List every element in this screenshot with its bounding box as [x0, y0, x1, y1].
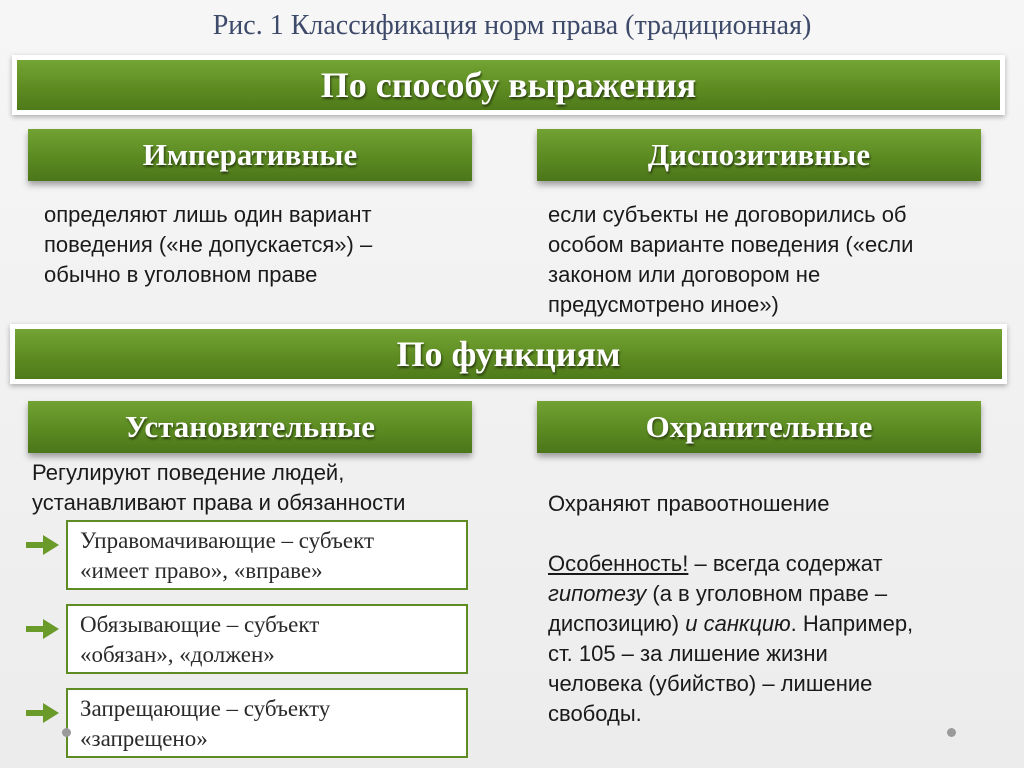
section-band-expression: [12, 55, 1005, 115]
arrow-right-icon: [26, 618, 60, 640]
protective-feature: [548, 549, 1018, 729]
feature-label: Особенность!: [548, 551, 689, 576]
header-imperative: Императивные: [28, 129, 472, 181]
sanction-term: и санкцию: [679, 611, 791, 636]
text-line: [548, 549, 1018, 579]
header-protective: Охранительные: [537, 401, 981, 453]
text-line: законом или договором не: [548, 262, 821, 287]
disposition-term: диспозицию): [548, 611, 680, 636]
header-dispositive: Диспозитивные: [537, 129, 981, 181]
text-line: [548, 609, 1018, 639]
text-line: устанавливают права и обязанности: [32, 490, 406, 515]
text-line: поведения («не допускается») –: [44, 232, 373, 257]
text-line: человека (убийство) – лишение: [548, 671, 873, 696]
text-line: определяют лишь один вариант: [44, 202, 372, 227]
text-line: особом варианте поведения («если: [548, 232, 914, 257]
hypothesis-term: гипотезу: [548, 581, 647, 606]
slide-title: Рис. 1 Классификация норм права (традиционная): [212, 10, 812, 41]
text-line: свободы.: [548, 701, 642, 726]
protective-intro: Охраняют правоотношение: [548, 491, 830, 516]
dispositive-description: [548, 200, 1008, 320]
norm-type-box-prohibiting: [66, 688, 468, 758]
item-line: «имеет право», «вправе»: [80, 558, 323, 583]
text-line: если субъекты не договорились об: [548, 202, 907, 227]
decorative-dot: [62, 728, 71, 737]
header-regulatory: Установительные: [28, 401, 472, 453]
feature-text: – всегда содержат: [688, 551, 883, 576]
item-line: «запрещено»: [80, 726, 208, 751]
hypothesis-tail: (а в уголовном праве –: [646, 581, 888, 606]
example-tail: . Например,: [790, 611, 914, 636]
item-line: Запрещающие – субъекту: [80, 696, 331, 721]
text-line: [548, 579, 1018, 609]
norm-type-box-empowering: [66, 520, 468, 590]
section-label: По способу выражения: [17, 60, 1000, 110]
text-line: ст. 105 – за лишение жизни: [548, 641, 828, 666]
item-line: «обязан», «должен»: [80, 642, 275, 667]
text-line: Регулируют поведение людей,: [32, 460, 345, 485]
section-band-functions: [10, 324, 1007, 384]
imperative-description: [44, 200, 484, 290]
arrow-right-icon: [26, 534, 60, 556]
section-label: По функциям: [15, 329, 1002, 379]
arrow-right-icon: [26, 702, 60, 724]
item-line: Обязывающие – субъект: [80, 612, 320, 637]
text-line: обычно в уголовном праве: [44, 262, 318, 287]
decorative-dot: [947, 728, 956, 737]
item-line: Управомачивающие – субъект: [80, 528, 375, 553]
regulatory-description: [32, 458, 492, 518]
text-line: предусмотрено иное»): [548, 292, 779, 317]
norm-type-box-obliging: [66, 604, 468, 674]
